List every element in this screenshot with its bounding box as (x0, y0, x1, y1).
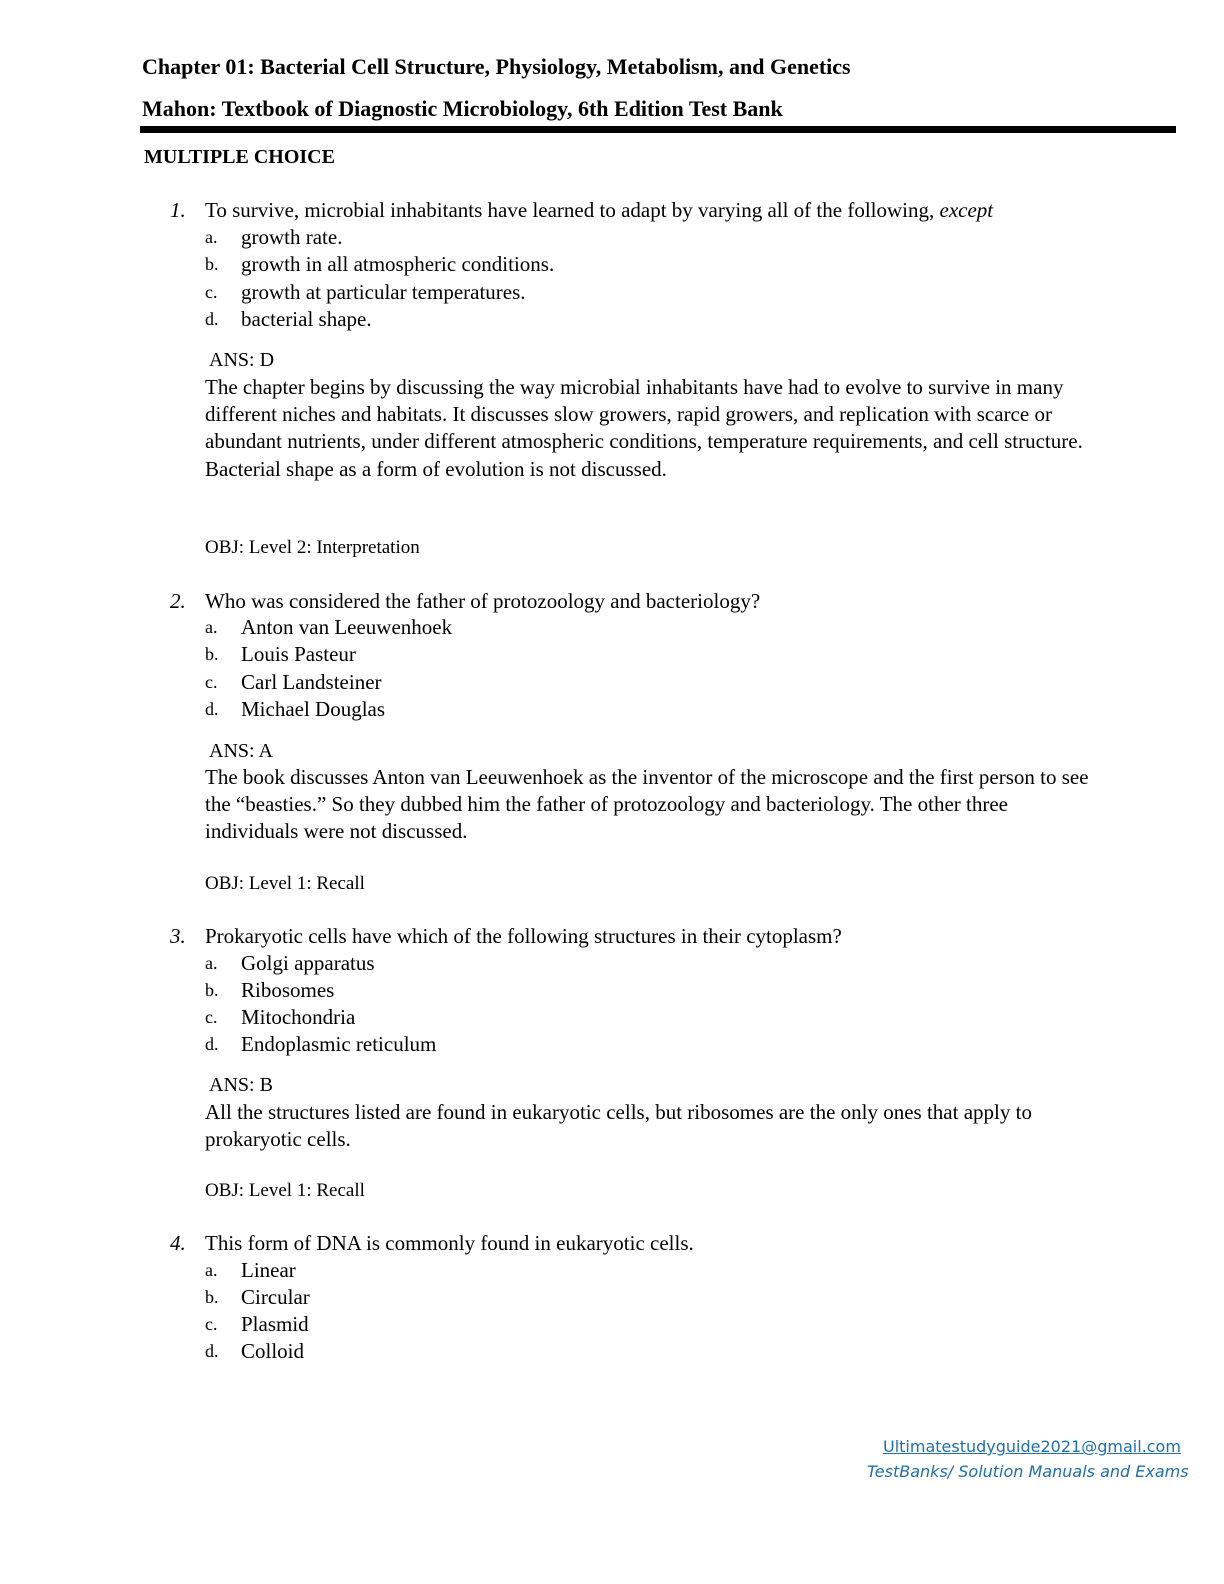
option-text: Colloid (241, 1339, 305, 1363)
option-text: Mitochondria (241, 1005, 356, 1029)
option-letter: c. (205, 1314, 218, 1334)
objective: OBJ: Level 2: Interpretation (205, 537, 420, 558)
option-letter: a. (205, 953, 218, 973)
answer: ANS: B (209, 1074, 273, 1096)
option-text: Michael Douglas (241, 697, 386, 721)
option-text: Carl Landsteiner (241, 670, 382, 694)
question-stem: Who was considered the father of protozoology and bacteriology? (205, 589, 761, 613)
option-letter: d. (205, 699, 219, 719)
section-title: MULTIPLE CHOICE (144, 146, 335, 168)
objective: OBJ: Level 1: Recall (205, 1180, 365, 1201)
option-text: Anton van Leeuwenhoek (241, 615, 453, 639)
option-letter: b. (205, 254, 219, 274)
objective: OBJ: Level 1: Recall (205, 873, 365, 894)
option-letter: d. (205, 1034, 219, 1054)
question-number: 4. (170, 1231, 186, 1255)
option-letter: c. (205, 672, 218, 692)
option-text: Ribosomes (241, 978, 335, 1002)
option-letter: a. (205, 227, 218, 247)
explanation: The chapter begins by discussing the way microbial inhabitants have had to evolve to survive in many different niches and habitats. It discusses slow growers, rapid growers, and replication with scarce or abundant nutrients, under different atmospheric conditions, temperature requirements, and cell structure. Bacterial shape as a form of evolution is not discussed. (205, 375, 1083, 481)
option-letter: d. (205, 309, 219, 329)
option-letter: a. (205, 1260, 218, 1280)
option-letter: c. (205, 282, 218, 302)
option-text: growth in all atmospheric conditions. (241, 252, 555, 276)
stem-text: To survive, microbial inhabitants have learned to adapt by varying all of the following, (205, 198, 940, 222)
option-text: Circular (241, 1285, 310, 1309)
option-text: bacterial shape. (241, 307, 372, 331)
option-text: growth rate. (241, 225, 343, 249)
book-title: Mahon: Textbook of Diagnostic Microbiology, 6th Edition Test Bank (142, 96, 783, 121)
question-stem: This form of DNA is commonly found in eukaryotic cells. (205, 1231, 694, 1255)
option-text: Golgi apparatus (241, 951, 375, 975)
option-letter: d. (205, 1341, 219, 1361)
explanation: All the structures listed are found in eukaryotic cells, but ribosomes are the only ones that apply to prokaryotic cells. (205, 1100, 1032, 1152)
option-text: Louis Pasteur (241, 642, 356, 666)
option-text: Linear (241, 1258, 296, 1282)
option-letter: b. (205, 1287, 219, 1307)
question-stem (205, 198, 993, 223)
option-letter: c. (205, 1007, 218, 1027)
explanation: The book discusses Anton van Leeuwenhoek as the inventor of the microscope and the first person to see the “beasties.” So they dubbed him the father of protozoology and bacteriology. The other three individuals were not discussed. (205, 765, 1089, 844)
question-number: 1. (170, 198, 186, 222)
question-number: 3. (170, 924, 186, 948)
answer: ANS: A (209, 740, 273, 762)
answer: ANS: D (209, 349, 275, 371)
option-text: Plasmid (241, 1312, 309, 1336)
option-letter: b. (205, 644, 219, 664)
question-stem: Prokaryotic cells have which of the following structures in their cytoplasm? (205, 924, 842, 948)
header-rule (140, 126, 1176, 133)
footer-email-link[interactable]: Ultimatestudyguide2021@gmail.com (883, 1437, 1181, 1456)
question-number: 2. (170, 589, 186, 613)
option-letter: b. (205, 980, 219, 1000)
stem-emphasis: except (939, 198, 994, 222)
option-text: Endoplasmic reticulum (241, 1032, 437, 1056)
option-text: growth at particular temperatures. (241, 280, 526, 304)
footer-tagline: TestBanks/ Solution Manuals and Exams (867, 1462, 1189, 1481)
option-letter: a. (205, 617, 218, 637)
chapter-title: Chapter 01: Bacterial Cell Structure, Physiology, Metabolism, and Genetics (142, 54, 851, 79)
